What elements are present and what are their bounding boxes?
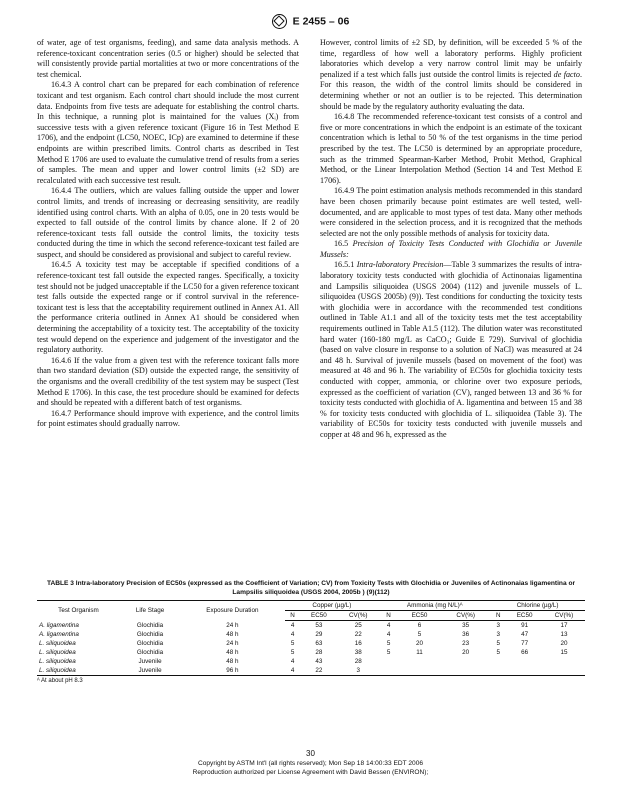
table-row: L. siliquoidea Glochidia 24 h 5 63 16 5 20 23 5 77 20 — [39, 640, 568, 647]
page-header — [0, 14, 621, 29]
astm-logo-icon — [272, 14, 287, 29]
table-row: L. siliquoidea Glochidia 48 h 5 28 38 5 11 20 5 66 15 — [39, 649, 568, 656]
table-row: A. ligamentina Glochidia 24 h 4 53 25 4 6 35 3 91 17 — [39, 621, 568, 629]
paragraph-16-4-6: 16.4.6 If the value from a given test with the reference toxicant falls more than two standard deviation (SD) outside the expected range, the sensitivity of the organisms and the overall credibility of the test system may be suspect (Test Method E 1706). In this case, the test procedure should be examined for defects and should be repeated with a different batch of test organisms. — [37, 355, 299, 408]
precision-table — [37, 600, 585, 676]
section-heading-16-5: 16.5 Precision of Toxicity Tests Conducted with Glochidia or Juvenile Mussels: — [320, 239, 582, 259]
right-column — [320, 38, 582, 441]
table-row: A. ligamentina Glochidia 48 h 4 29 22 4 5 36 3 47 13 — [39, 631, 568, 638]
left-column — [37, 38, 299, 430]
paragraph-16-4-7: 16.4.7 Performance should improve with experience, and the control limits for point estimates should gradually narrow. — [37, 408, 299, 429]
col-header-life-stage: Life Stage — [120, 601, 180, 621]
group-header-chlorine: Chlorine (µg/L) — [490, 601, 585, 611]
paragraph: of water, age of test organisms, feeding), and same data analysis methods. A reference-toxicant concentration series (0.5 or higher) should be selected that will consistently provide partial mortalities at two or more concentrations of the test chemical. — [37, 38, 299, 79]
sub-header-n: N — [285, 611, 301, 621]
paragraph-16-4-5: 16.4.5 A toxicity test may be acceptable if specified conditions of a reference-toxicant test fall outside the expected ranges. Specifically, a toxicity test should not be judged unacceptable if the LC50 for a given reference toxicant test falls outside the expected range or if control survival in the reference-toxicant test is less that the acceptability requirement outlined in Annex A1. All the performance criteria outlined in Annex A1 should be considered when determining the acceptability of a toxicity test. The acceptability of the toxicity test would depend on the experience and judgement of the investigator and the regulatory authority. — [37, 260, 299, 355]
sub-header-ec50: EC50 — [506, 611, 543, 621]
copyright-notice: Copyright by ASTM Int'l (all rights reserved); Mon Sep 18 14:00:33 EDT 2006 Reproduction authorized per License Agreement with David Bessen (ENVIRON); — [192, 760, 429, 776]
table-caption: TABLE 3 Intra-laboratory Precision of EC50s (expressed as the Coefficient of Variation; CV) from Toxicity Tests with Glochidia or Juveniles of Actinonaias ligamentina or Lampsilis siliquoidea (USGS 2004, 2005b ) (9)(112) — [46, 580, 576, 596]
col-header-duration: Exposure Duration — [180, 601, 284, 621]
table-row: L. siliquoidea Juvenile 96 h 4 22 3 — [37, 666, 585, 676]
table-3 — [37, 579, 585, 684]
table-footnote: ᴬ At about pH 8.3 — [37, 678, 83, 684]
standard-designation: E 2455 – 06 — [292, 15, 350, 28]
sub-header-n: N — [490, 611, 506, 621]
paragraph-16-5-1: 16.5.1 Intra-laboratory Precision—Table 3 summarizes the results of intra-laboratory toxicity tests conducted with glochidia of Actinonaias ligamentina and Lampsilis siliquoidea (USGS 2004) (112) and juvenile mussels of L. siliquoidea (USGS 2005b) (9)). Test conditions for conducting the toxicity tests with glochidia were in accordance with the recommended test conditions outlined in Table A1.1 and all of the toxicity tests met the test acceptability requirements outlined in Table A1.5 (112). The dilution water was reconstituted hard water (160-180 mg/L as CaCO₃; Guide E 729). Survival of glochidia (based on valve closure in response to a solution of NaCl) was measured at 24 and 48 h. Survival of juvenile mussels (based on movement of the foot) was measured at 48 and 96 h. The variability of EC50s for glochidia toxicity tests conducted with copper, ammonia, or chlorine over two exposure periods, expressed as the coefficient of variation (CV), ranged between 13 and 36 % for toxicity tests conducted with glochidia of A. ligamentina and between 15 and 38 % for toxicity tests conducted with glochidia of L. siliquoidea (Table 3). The variability of EC50s for toxicity tests conducted with juvenile mussels and copper at 48 and 96 h, expressed as the — [320, 260, 583, 439]
sub-header-n: N — [379, 611, 398, 621]
table-row: L. siliquoidea Juvenile 48 h 4 43 28 — [39, 658, 362, 665]
col-header-organism: Test Organism — [37, 601, 120, 621]
page-number: 30 — [306, 749, 315, 758]
sub-header-cv: CV(%) — [441, 611, 490, 621]
group-header-ammonia: Ammonia (mg N/L)ᴬ — [379, 601, 490, 611]
sub-header-cv: CV(%) — [337, 611, 379, 621]
group-header-copper: Copper (µg/L) — [285, 601, 380, 611]
paragraph-continued: However, control limits of ±2 SD, by definition, will be exceeded 5 % of the time, regardless of how well a laboratory performs. Highly proficient laboratories which develop a very narrow control limit may be unfairly penalized if a test which falls just outside the control limits is rejected de facto. For this reason, the width of the control limits should be considered in determining whether or not an outlier is to be rejected. This determination should be made by the regulatory authority evaluating the data. — [320, 38, 582, 111]
sub-header-cv: CV(%) — [543, 611, 585, 621]
sub-header-ec50: EC50 — [398, 611, 441, 621]
paragraph-16-4-9: 16.4.9 The point estimation analysis methods recommended in this standard have been chosen primarily because point estimates are well tested, well-documented, and are applicable to most types of test data. Many other methods were considered in the selection process, and it is recognized that the methods selected are not the only possible methods of analysis for toxicity data. — [320, 186, 582, 238]
paragraph-16-4-8: 16.4.8 The recommended reference-toxicant test consists of a control and five or more concentrations in which the endpoint is an estimate of the toxicant concentration which is lethal to 50 % of the test organisms in the time period prescribed by the test. The LC50 is determined by an appropriate procedure, such as the trimmed Spearman-Karber Method, Probit Method, Graphical Method, or the Linear Interpolation Method (Section 14 and Test Method E 1706). — [320, 112, 582, 185]
table-body — [37, 621, 585, 676]
paragraph-16-4-3: 16.4.3 A control chart can be prepared for each combination of reference toxicant and test organism. Each control chart should include the most current data. Endpoints from five tests are adequate for establishing the control charts. In this technique, a running plot is maintained for the values (Xᵢ) from successive tests with a given reference toxicant (Figure 16 in Test Method E 1706), and the endpoint (LC50, NOEC, ICp) are examined to determine if these endpoints are within prescribed limits. Control charts as described in Test Method E 1706 are used to evaluate the cumulative trend of results from a series of samples. The mean and upper and lower control limits (±2 SD) are recalculated with each successive test result. — [37, 80, 299, 185]
paragraph-16-4-4: 16.4.4 The outliers, which are values falling outside the upper and lower control limits, and trends of increasing or decreasing sensitivity, are readily identified using control charts. With an alpha of 0.05, one in 20 tests would be expected to fall outside of the control limits by chance alone. If 2 of 20 reference-toxicant tests fall outside the control limits, the toxicity tests conducted during the time in which the second reference-toxicant test failed are suspect, and should be considered as provisional and subject to careful review. — [37, 186, 299, 259]
sub-header-ec50: EC50 — [301, 611, 338, 621]
